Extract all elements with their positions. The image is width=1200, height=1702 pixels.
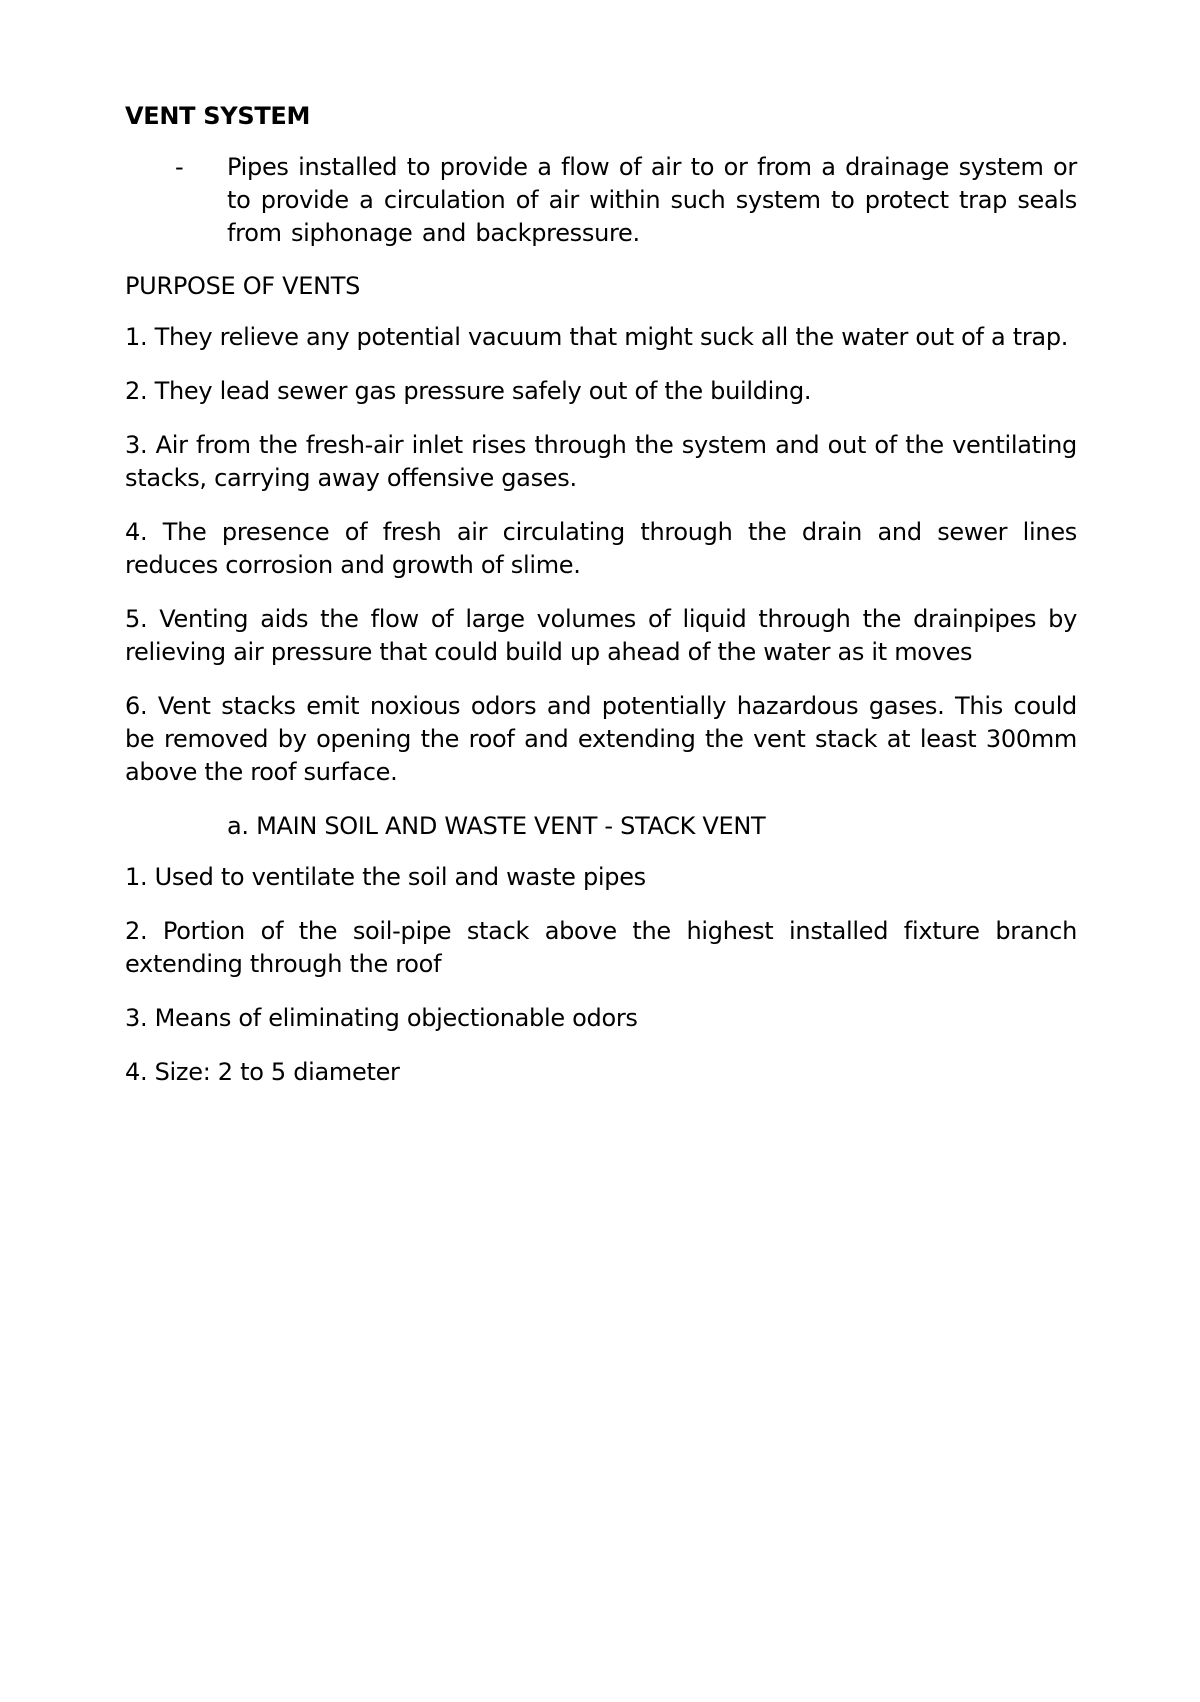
purpose-item-5: 5. Venting aids the flow of large volumes of liquid through the drainpipes by relieving air pressure that could build up ahead of the water as it moves [125,605,1077,666]
document-page [125,100,1077,1110]
definition-bullet [125,151,1077,250]
bullet-dash: - [175,153,184,181]
section-a-item-3: 3. Means of eliminating objectionable odors [125,1004,638,1032]
purpose-item-4: 4. The presence of fresh air circulating through the drain and sewer lines reduces corrosion and growth of slime. [125,518,1077,579]
document-title: VENT SYSTEM [125,102,311,130]
purpose-item-1: 1. They relieve any potential vacuum that might suck all the water out of a trap. [125,323,1069,351]
definition-text: Pipes installed to provide a flow of air to or from a drainage system or to provide a circulation of air within such system to protect trap seals from siphonage and backpressure. [227,153,1077,247]
purpose-item-6: 6. Vent stacks emit noxious odors and potentially hazardous gases. This could be removed by opening the roof and extending the vent stack at least 300mm above the roof surface. [125,692,1077,786]
purpose-heading: PURPOSE OF VENTS [125,272,361,300]
purpose-item-3: 3. Air from the fresh-air inlet rises through the system and out of the ventilating stacks, carrying away offensive gases. [125,431,1077,492]
purpose-item-2: 2. They lead sewer gas pressure safely out of the building. [125,377,812,405]
section-a-item-2: 2. Portion of the soil-pipe stack above the highest installed fixture branch extending through the roof [125,917,1077,978]
section-a-item-4: 4. Size: 2 to 5 diameter [125,1058,400,1086]
section-a-heading: a. MAIN SOIL AND WASTE VENT - STACK VENT [227,812,766,840]
section-a-item-1: 1. Used to ventilate the soil and waste pipes [125,863,646,891]
